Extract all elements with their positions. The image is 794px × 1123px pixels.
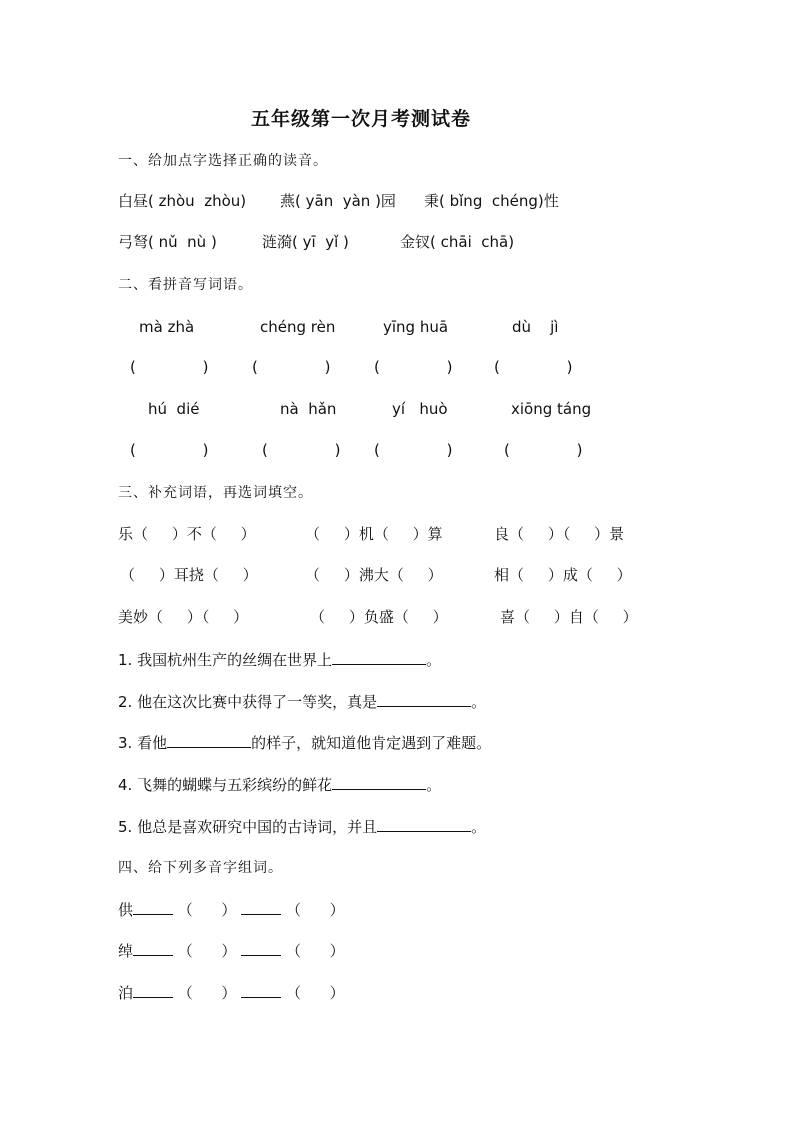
answer-parentheses[interactable]: ( ) — [504, 441, 583, 459]
fill-sentence — [118, 775, 441, 794]
sentence-text: 4. 飞舞的蝴蝶与五彩缤纷的鲜花 — [118, 776, 333, 794]
fill-sentence — [118, 692, 486, 711]
pinyin-blank[interactable]: （ ） — [285, 901, 345, 919]
polyphone-row — [118, 941, 345, 960]
section1-heading: 一、给加点字选择正确的读音。 — [118, 153, 328, 169]
reading-item: 燕( yān yàn )园 — [280, 192, 396, 210]
answer-parentheses[interactable]: ( ) — [130, 441, 209, 459]
word-blank[interactable] — [133, 900, 173, 915]
idiom-blank[interactable]: 喜（ ）自（ ） — [500, 608, 638, 626]
answer-parentheses[interactable]: ( ) — [494, 358, 573, 376]
idiom-blank[interactable]: 乐（ ）不（ ） — [118, 525, 256, 543]
answer-parentheses[interactable]: ( ) — [374, 441, 453, 459]
polyphone-char: 泊 — [118, 984, 134, 1002]
word-blank[interactable] — [133, 983, 173, 998]
fill-blank[interactable] — [377, 817, 471, 832]
pinyin-blank[interactable]: （ ） — [177, 984, 237, 1002]
idiom-blank[interactable]: （ ）耳挠（ ） — [120, 566, 258, 584]
pinyin-prompt: yīng huā — [383, 318, 449, 336]
fill-sentence — [118, 650, 441, 669]
fill-blank[interactable] — [377, 692, 471, 707]
reading-item: 金钗( chāi chā) — [400, 233, 515, 251]
idiom-blank[interactable]: 良（ ）（ ）景 — [494, 525, 625, 543]
word-blank[interactable] — [133, 941, 173, 956]
idiom-blank[interactable]: （ ）沸大（ ） — [305, 566, 443, 584]
polyphone-row — [118, 900, 345, 919]
answer-parentheses[interactable]: ( ) — [374, 358, 453, 376]
word-blank[interactable] — [241, 941, 281, 956]
pinyin-prompt: dù jì — [512, 318, 559, 336]
sentence-text: 。 — [426, 776, 442, 794]
idiom-blank[interactable]: （ ）机（ ）算 — [305, 525, 443, 543]
pinyin-prompt: chéng rèn — [260, 318, 336, 336]
idiom-blank[interactable]: （ ）负盛（ ） — [310, 608, 448, 626]
fill-blank[interactable] — [332, 775, 426, 790]
sentence-text: 5. 他总是喜欢研究中国的古诗词，并且 — [118, 818, 378, 836]
reading-item: 秉( bǐng chéng)性 — [424, 192, 559, 210]
sentence-text: 2. 他在这次比赛中获得了一等奖，真是 — [118, 693, 378, 711]
fill-blank[interactable] — [167, 733, 251, 748]
fill-sentence — [118, 817, 486, 836]
page-title: 五年级第一次月考测试卷 — [251, 108, 472, 130]
answer-parentheses[interactable]: ( ) — [130, 358, 209, 376]
word-blank[interactable] — [241, 900, 281, 915]
answer-parentheses[interactable]: ( ) — [262, 441, 341, 459]
pinyin-blank[interactable]: （ ） — [285, 942, 345, 960]
fill-sentence — [118, 733, 491, 752]
reading-item: 弓弩( nǔ nù ) — [118, 233, 217, 251]
fill-blank[interactable] — [332, 650, 426, 665]
polyphone-row — [118, 983, 345, 1002]
word-blank[interactable] — [241, 983, 281, 998]
sentence-text: 。 — [426, 651, 442, 669]
pinyin-prompt: hú dié — [148, 400, 200, 418]
answer-parentheses[interactable]: ( ) — [252, 358, 331, 376]
idiom-blank[interactable]: 相（ ）成（ ） — [494, 566, 632, 584]
sentence-text: 的样子，就知道他肯定遇到了难题。 — [251, 734, 492, 752]
sentence-text: 3. 看他 — [118, 734, 168, 752]
polyphone-char: 供 — [118, 901, 134, 919]
pinyin-prompt: xiōng táng — [511, 400, 592, 418]
reading-item: 白昼( zhòu zhòu) — [118, 192, 247, 210]
sentence-text: 1. 我国杭州生产的丝绸在世界上 — [118, 651, 333, 669]
pinyin-prompt: nà hǎn — [280, 400, 337, 418]
idiom-blank[interactable]: 美妙（ ）（ ） — [118, 608, 249, 626]
reading-item: 涟漪( yī yǐ ) — [262, 233, 349, 251]
pinyin-prompt: yí huò — [392, 400, 448, 418]
pinyin-prompt: mà zhà — [139, 318, 195, 336]
sentence-text: 。 — [471, 693, 487, 711]
pinyin-blank[interactable]: （ ） — [177, 901, 237, 919]
sentence-text: 。 — [471, 818, 487, 836]
polyphone-char: 绰 — [118, 942, 134, 960]
pinyin-blank[interactable]: （ ） — [285, 984, 345, 1002]
section2-heading: 二、看拼音写词语。 — [118, 277, 253, 293]
section3-heading: 三、补充词语，再选词填空。 — [118, 485, 313, 501]
pinyin-blank[interactable]: （ ） — [177, 942, 237, 960]
section4-heading: 四、给下列多音字组词。 — [118, 860, 283, 876]
